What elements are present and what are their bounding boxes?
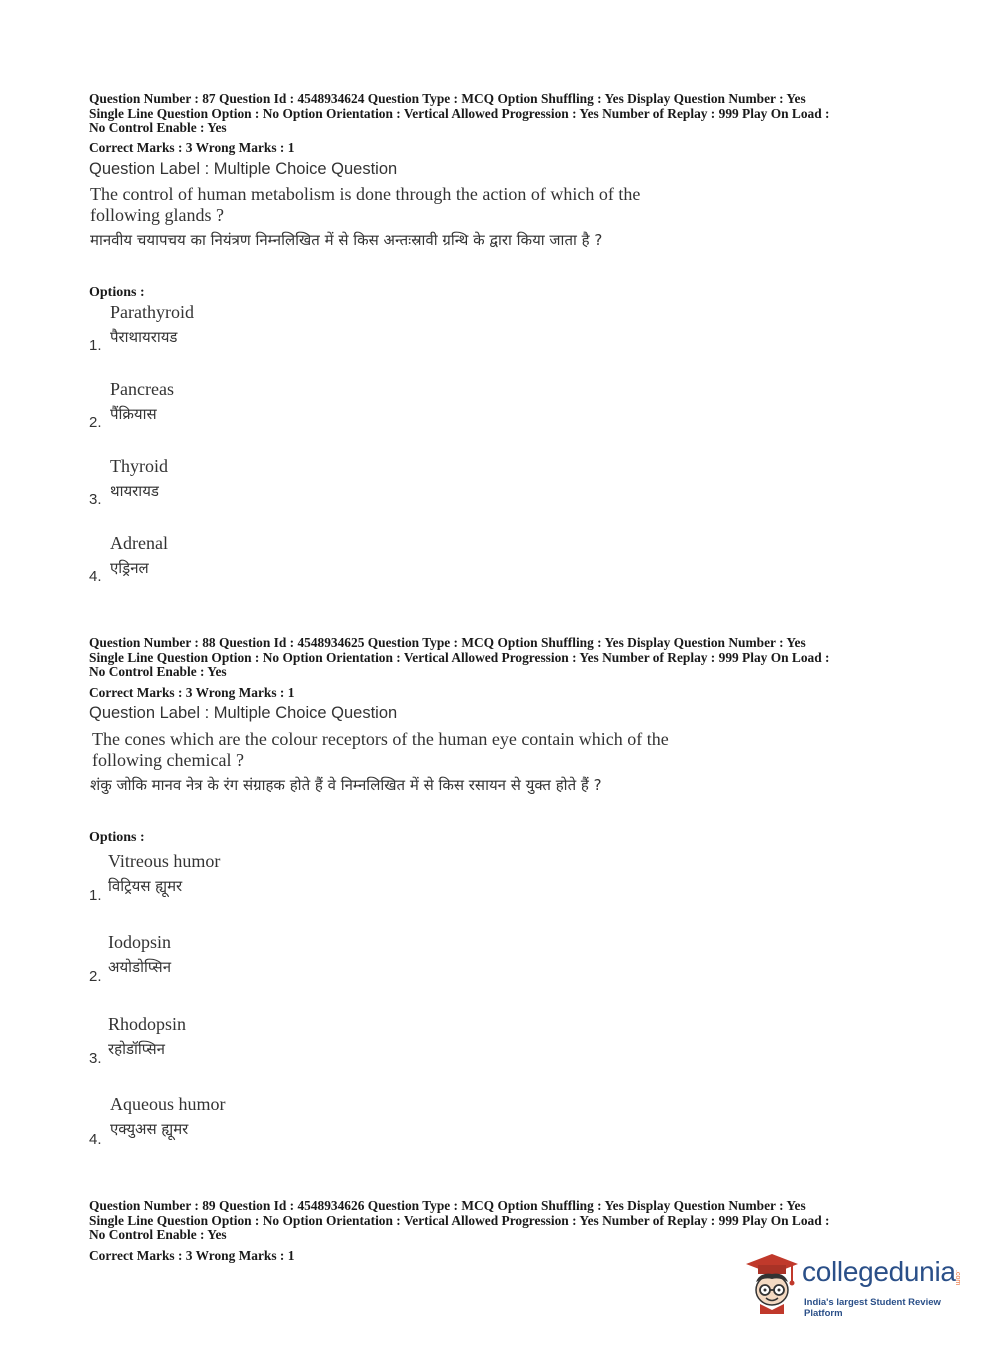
question-88-meta: Question Number : 88 Question Id : 4548934625 Question Type : MCQ Option Shuffling : Yes Display Question Number : Yes Single Line Question Option : No Option Orientation : Vertical Allowed Progression : Yes Number of Replay : 999 Play On Load : No Control Enable : Yes	[89, 635, 830, 680]
option-number: 4.	[89, 1131, 102, 1148]
question-89-marks: Correct Marks : 3 Wrong Marks : 1	[89, 1248, 295, 1263]
option-text-english: Parathyroid	[110, 302, 194, 322]
question-88-options-label: Options :	[89, 830, 145, 845]
option-text-hindi: विट्रियस ह्यूमर	[108, 877, 183, 895]
option-text-english: Vitreous humor	[108, 851, 221, 871]
option-number: 4.	[89, 568, 102, 585]
question-87-text-hindi: मानवीय चयापचय का नियंत्रण निम्नलिखित में से किस अन्तःस्रावी ग्रन्थि के द्वारा किया जाता है ?	[90, 231, 603, 249]
collegedunia-logo	[744, 1252, 969, 1319]
question-87-meta: Question Number : 87 Question Id : 4548934624 Question Type : MCQ Option Shuffling : Yes Display Question Number : Yes Single Line Question Option : No Option Orientation : Vertical Allowed Progression : Yes Number of Replay : 999 Play On Load : No Control Enable : Yes	[89, 91, 830, 136]
option-number: 3.	[89, 491, 102, 508]
logo-domain-suffix: .com	[954, 1270, 961, 1286]
question-88-label: Question Label : Multiple Choice Question	[89, 704, 398, 722]
option-text-english: Adrenal	[110, 533, 168, 553]
option-text-english: Pancreas	[110, 379, 174, 399]
question-87-label: Question Label : Multiple Choice Question	[89, 160, 398, 178]
question-87-options-label: Options :	[89, 285, 145, 300]
option-text-english: Aqueous humor	[110, 1094, 226, 1114]
option-text-english: Thyroid	[110, 456, 168, 476]
option-text-hindi: एड्रिनल	[110, 559, 149, 577]
logo-tagline: India's largest Student Review Platform	[804, 1297, 941, 1319]
option-text-english: Rhodopsin	[108, 1014, 187, 1034]
question-89-meta: Question Number : 89 Question Id : 4548934626 Question Type : MCQ Option Shuffling : Yes Display Question Number : Yes Single Line Question Option : No Option Orientation : Vertical Allowed Progression : Yes Number of Replay : 999 Play On Load : No Control Enable : Yes	[89, 1198, 830, 1243]
question-88-marks: Correct Marks : 3 Wrong Marks : 1	[89, 685, 295, 700]
question-87-marks: Correct Marks : 3 Wrong Marks : 1	[89, 140, 295, 155]
option-text-hindi: रहोडॉप्सिन	[108, 1040, 165, 1058]
logo-brand-text: collegedunia	[802, 1256, 956, 1287]
option-text-hindi: एक्युअस ह्यूमर	[110, 1120, 189, 1138]
option-text-hindi: अयोडोप्सिन	[108, 958, 172, 976]
option-text-hindi: पैराथायरायड	[110, 328, 178, 346]
option-number: 3.	[89, 1050, 102, 1067]
option-number: 2.	[89, 414, 102, 431]
option-number: 2.	[89, 968, 102, 985]
option-number: 1.	[89, 887, 102, 904]
option-text-hindi: पैंक्रियास	[110, 405, 157, 423]
option-text-hindi: थायरायड	[110, 482, 159, 500]
question-87-text-english: The control of human metabolism is done through the action of which of the following glands ?	[90, 184, 641, 225]
option-number: 1.	[89, 337, 102, 354]
option-text-english: Iodopsin	[108, 932, 171, 952]
question-88-text-english: The cones which are the colour receptors of the human eye contain which of the following chemical ?	[92, 729, 669, 770]
mascot-icon	[744, 1252, 800, 1314]
question-88-text-hindi: शंकु जोकि मानव नेत्र के रंग संग्राहक होते हैं वे निम्नलिखित में से किस रसायन से युक्त होते हैं ?	[90, 776, 602, 794]
